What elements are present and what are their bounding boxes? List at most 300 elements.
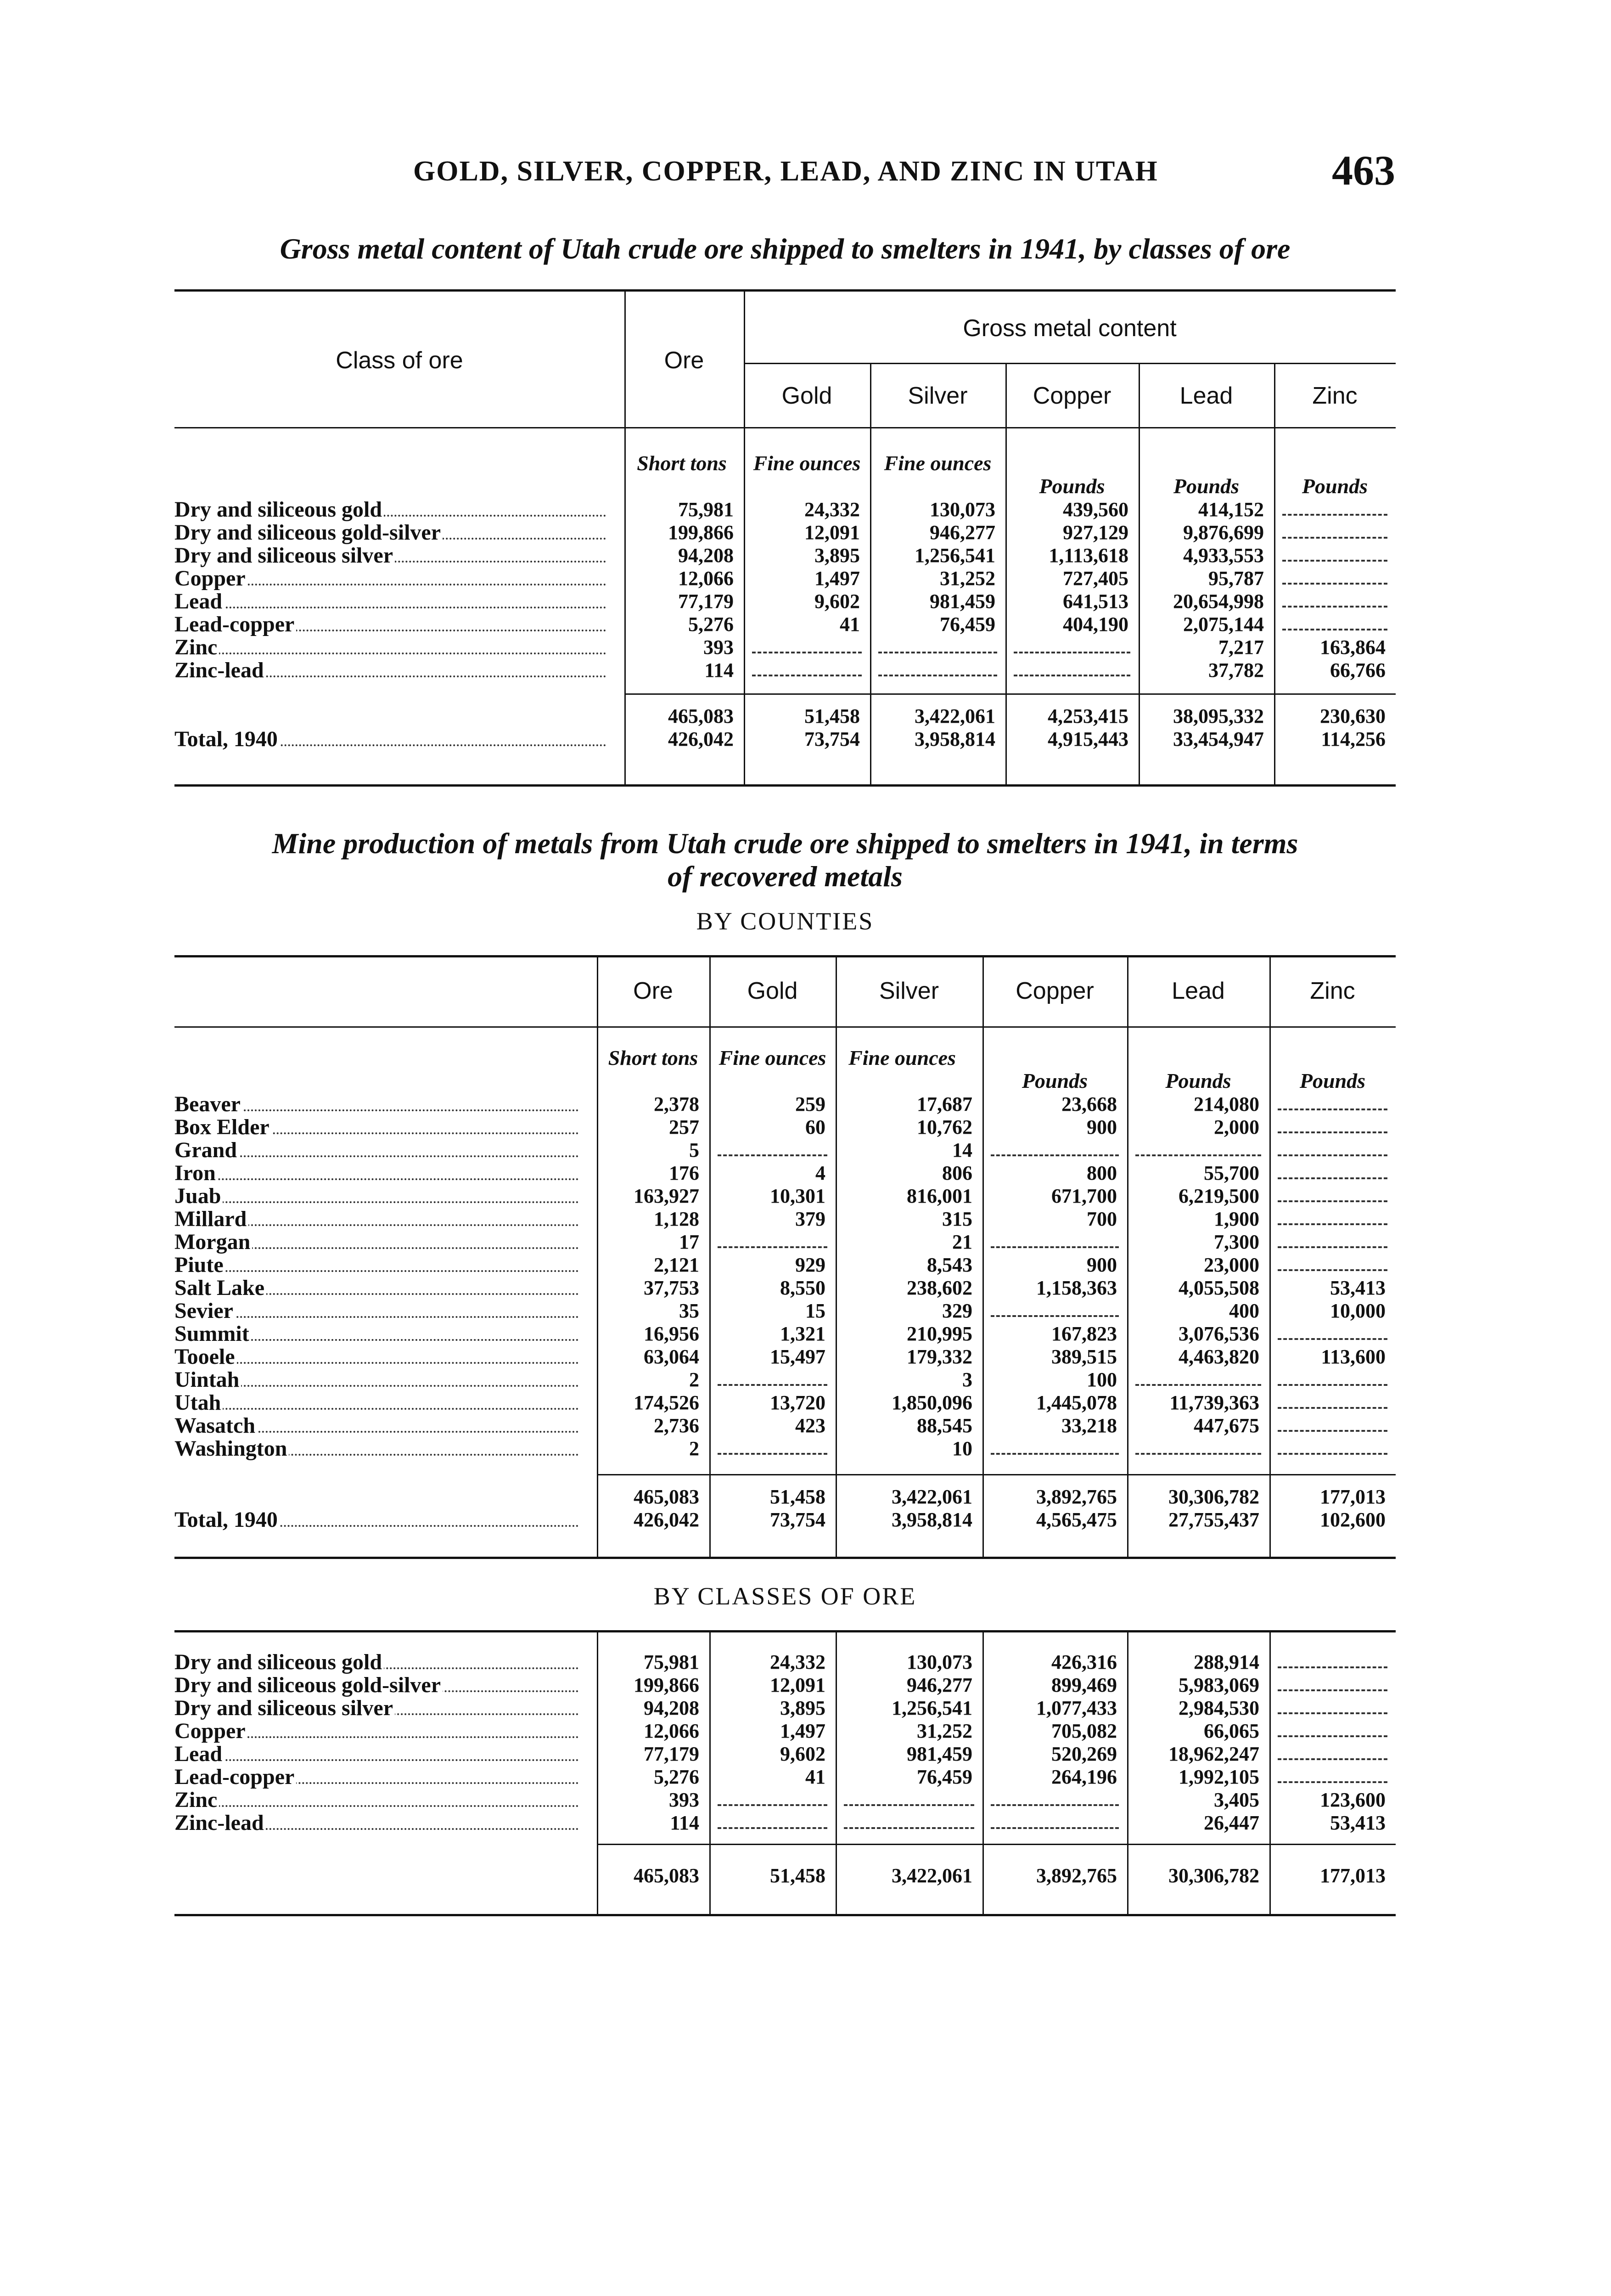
row-label: Copper <box>174 567 247 590</box>
table-cell: 66,766 <box>1330 659 1386 681</box>
empty-cell-dash <box>1014 652 1130 653</box>
table-cell: 3,895 <box>780 1697 825 1719</box>
table-row <box>174 1508 1396 1531</box>
table-cell: 114 <box>704 659 734 681</box>
row-label-cell <box>174 1720 588 1743</box>
row-label-cell <box>174 1185 588 1208</box>
table-cell: 329 <box>942 1300 972 1322</box>
table-cell: 41 <box>805 1766 825 1788</box>
table-cell: 426,316 <box>1051 1651 1117 1673</box>
table-cell: 77,179 <box>644 1743 699 1765</box>
row-label: Zinc-lead <box>174 659 266 682</box>
table-cell: 73,754 <box>770 1508 825 1531</box>
table-cell: 75,981 <box>678 498 734 521</box>
table-cell: 5,983,069 <box>1179 1674 1259 1696</box>
empty-cell-dash <box>1278 1338 1387 1340</box>
row-label-cell <box>174 1322 588 1345</box>
empty-cell-dash <box>878 675 997 676</box>
row-label-cell <box>174 590 615 613</box>
table2-counties-bottom-rule <box>174 1557 1396 1559</box>
table-cell: 37,782 <box>1208 659 1264 681</box>
row-label-cell <box>174 1116 588 1139</box>
table-cell: 12,066 <box>678 567 734 590</box>
empty-cell-dash <box>1278 1689 1387 1691</box>
row-label: Utah <box>174 1391 223 1414</box>
table-cell: 315 <box>942 1208 972 1230</box>
table2-col-zinc: Zinc <box>1310 978 1355 1004</box>
table-cell: 2 <box>689 1437 699 1460</box>
empty-cell-dash <box>752 675 862 676</box>
table-cell: 439,560 <box>1063 498 1128 521</box>
table2-header-rule <box>174 1026 1396 1028</box>
table-cell: 94,208 <box>678 544 734 567</box>
table-cell: 393 <box>669 1789 699 1811</box>
empty-cell-dash <box>1282 537 1387 539</box>
table-cell: 465,083 <box>634 1864 699 1887</box>
table-cell: 114 <box>670 1812 699 1834</box>
table-cell: 5,276 <box>688 613 734 636</box>
empty-cell-dash <box>718 1804 827 1806</box>
empty-cell-dash <box>991 1804 1119 1806</box>
table-cell: 2,736 <box>654 1414 699 1437</box>
table-cell: 946,277 <box>907 1674 972 1696</box>
table-cell: 2,121 <box>654 1254 699 1276</box>
table-cell: 1,992,105 <box>1179 1766 1259 1788</box>
table2-col-copper: Copper <box>1016 978 1094 1004</box>
row-label-cell <box>174 521 615 544</box>
table-cell: 13,720 <box>770 1391 825 1414</box>
table-cell: 816,001 <box>907 1185 972 1207</box>
empty-cell-dash <box>718 1827 827 1829</box>
table-row <box>174 1368 1396 1391</box>
table-row <box>174 590 1396 613</box>
table-cell: 11,739,363 <box>1169 1391 1259 1414</box>
table-cell: 53,413 <box>1330 1277 1386 1299</box>
table-cell: 4,933,553 <box>1183 544 1264 567</box>
table-cell: 10 <box>952 1437 972 1460</box>
table-row <box>174 498 1396 521</box>
empty-cell-dash <box>878 652 997 653</box>
table-row <box>174 1277 1396 1300</box>
row-label: Total, 1940 <box>174 1508 280 1531</box>
table1-bottom-rule <box>174 784 1396 787</box>
table-cell: 465,083 <box>668 705 734 727</box>
table-cell: 2,000 <box>1214 1116 1259 1138</box>
empty-cell-dash <box>1282 629 1387 630</box>
table-cell: 5 <box>689 1139 699 1161</box>
table-cell: 3,958,814 <box>915 728 995 750</box>
row-label-cell <box>174 1766 588 1789</box>
empty-cell-dash <box>718 1384 827 1386</box>
table1-col-ore: Ore <box>664 347 704 374</box>
row-label: Lead-copper <box>174 613 296 636</box>
table-cell: 88,545 <box>917 1414 972 1437</box>
table-row <box>174 1300 1396 1322</box>
table-cell: 102,600 <box>1320 1508 1386 1531</box>
table-cell: 38,095,332 <box>1173 705 1264 727</box>
table-cell: 76,459 <box>917 1766 972 1788</box>
table-row <box>174 659 1396 682</box>
table-cell: 4,253,415 <box>1048 705 1128 727</box>
table-cell: 31,252 <box>940 567 995 590</box>
table-row <box>174 1720 1396 1743</box>
table-cell: 75,981 <box>644 1651 699 1673</box>
table-row <box>174 1391 1396 1414</box>
table2-unit-copper: Pounds <box>1022 1069 1088 1092</box>
table-row <box>174 1254 1396 1277</box>
table-cell: 6,219,500 <box>1179 1185 1259 1207</box>
table-cell: 1,256,541 <box>892 1697 972 1719</box>
table-cell: 1,497 <box>780 1720 825 1742</box>
table-cell: 3,892,765 <box>1036 1486 1117 1508</box>
empty-cell-dash <box>1135 1453 1261 1455</box>
row-label-cell <box>174 1437 588 1460</box>
table-cell: 76,459 <box>940 613 995 636</box>
table-row <box>174 1162 1396 1185</box>
table-cell: 1,113,618 <box>1049 544 1128 567</box>
table-cell: 927,129 <box>1063 521 1128 544</box>
table-cell: 1,850,096 <box>892 1391 972 1414</box>
table-cell: 94,208 <box>644 1697 699 1719</box>
row-label-cell <box>174 1254 588 1277</box>
empty-cell-dash <box>1278 1223 1387 1225</box>
table-cell: 3 <box>962 1368 972 1391</box>
table-cell: 1,077,433 <box>1036 1697 1117 1719</box>
row-label: Lead <box>174 590 224 613</box>
empty-cell-dash <box>1135 1154 1261 1156</box>
table-cell: 4,463,820 <box>1179 1345 1259 1368</box>
empty-cell-dash <box>752 652 862 653</box>
table-cell: 9,602 <box>814 590 860 613</box>
table-cell: 3,076,536 <box>1179 1322 1259 1345</box>
empty-cell-dash <box>718 1453 827 1455</box>
table-cell: 7,300 <box>1214 1231 1259 1253</box>
table-row <box>174 1812 1396 1835</box>
table1-unit-zinc: Pounds <box>1302 474 1368 498</box>
table-cell: 1,445,078 <box>1036 1391 1117 1414</box>
row-label-cell <box>174 1277 588 1300</box>
table-cell: 73,754 <box>804 728 860 750</box>
row-label: Iron <box>174 1162 218 1185</box>
table-row <box>174 1093 1396 1116</box>
row-label-cell <box>174 498 615 521</box>
table-cell: 404,190 <box>1063 613 1128 636</box>
row-label-cell <box>174 659 615 682</box>
table-cell: 24,332 <box>770 1651 825 1673</box>
table3-bottom-rule <box>174 1914 1396 1916</box>
table-cell: 3,422,061 <box>915 705 995 727</box>
table-cell: 1,256,541 <box>915 544 995 567</box>
row-label-cell <box>174 544 615 567</box>
table-cell: 113,600 <box>1321 1345 1386 1368</box>
row-label-cell <box>174 1345 588 1368</box>
table-cell: 16,956 <box>644 1322 699 1345</box>
empty-cell-dash <box>844 1804 974 1806</box>
table-row <box>174 705 1396 728</box>
table-cell: 2,984,530 <box>1179 1697 1259 1719</box>
table1-header-rule <box>174 427 1396 428</box>
table-row <box>174 636 1396 659</box>
empty-cell-dash <box>1278 1269 1387 1271</box>
empty-cell-dash <box>991 1246 1119 1248</box>
table-cell: 23,668 <box>1061 1093 1117 1115</box>
table-cell: 41 <box>840 613 860 636</box>
row-label-cell <box>174 1651 588 1674</box>
table-cell: 10,000 <box>1330 1300 1386 1322</box>
table-cell: 426,042 <box>668 728 734 750</box>
empty-cell-dash <box>1278 1131 1387 1133</box>
table2-unit-gold: Fine ounces <box>718 1046 826 1069</box>
table-cell: 900 <box>1087 1254 1117 1276</box>
table-row <box>174 1486 1396 1508</box>
table-row <box>174 1139 1396 1162</box>
row-label: Beaver <box>174 1093 242 1116</box>
table1-caption: Gross metal content of Utah crude ore shipped to smelters in 1941, by classes of ore <box>280 232 1291 265</box>
table-cell: 393 <box>703 636 734 658</box>
running-title: GOLD, SILVER, COPPER, LEAD, AND ZINC IN UTAH <box>413 156 1158 187</box>
table-cell: 63,064 <box>644 1345 699 1368</box>
empty-cell-dash <box>1278 1758 1387 1760</box>
table-cell: 210,995 <box>907 1322 972 1345</box>
empty-cell-dash <box>1278 1200 1387 1202</box>
table1-unit-silver: Fine ounces <box>884 451 992 475</box>
table-row <box>174 1322 1396 1345</box>
empty-cell-dash <box>1135 1384 1261 1386</box>
row-label-cell <box>174 1300 588 1322</box>
table-cell: 806 <box>942 1162 972 1184</box>
table-cell: 641,513 <box>1063 590 1128 613</box>
table1-top-rule <box>174 289 1396 292</box>
table-cell: 671,700 <box>1051 1185 1117 1207</box>
table2-unit-silver: Fine ounces <box>848 1046 956 1069</box>
table-cell: 1,900 <box>1214 1208 1259 1230</box>
table-cell: 899,469 <box>1051 1674 1117 1696</box>
row-label: Uintah <box>174 1368 241 1391</box>
table-cell: 4,055,508 <box>1179 1277 1259 1299</box>
empty-cell-dash <box>1278 1735 1387 1737</box>
table-cell: 51,458 <box>770 1486 825 1508</box>
empty-cell-dash <box>1278 1453 1387 1455</box>
row-label: Zinc <box>174 1789 219 1812</box>
row-label-cell <box>174 1231 588 1254</box>
table-cell: 31,252 <box>917 1720 972 1742</box>
table-cell: 177,013 <box>1320 1486 1386 1508</box>
table-cell: 423 <box>795 1414 825 1437</box>
table-cell: 51,458 <box>804 705 860 727</box>
table-cell: 705,082 <box>1051 1720 1117 1742</box>
row-label-cell <box>174 1812 588 1835</box>
empty-cell-dash <box>1278 1246 1387 1248</box>
table-cell: 100 <box>1087 1368 1117 1391</box>
table-cell: 130,073 <box>907 1651 972 1673</box>
table2-col-ore: Ore <box>633 978 673 1004</box>
row-label: Washington <box>174 1437 289 1460</box>
empty-cell-dash <box>1278 1712 1387 1714</box>
table1-col-lead: Lead <box>1179 383 1233 409</box>
row-label: Lead <box>174 1743 224 1766</box>
table2-unit-lead: Pounds <box>1165 1069 1231 1092</box>
row-label: Total, 1940 <box>174 728 280 751</box>
empty-cell-dash <box>991 1154 1119 1156</box>
table-cell: 177,013 <box>1320 1864 1386 1887</box>
table-cell: 400 <box>1229 1300 1259 1322</box>
table1-group-rule <box>744 363 1396 364</box>
table-cell: 51,458 <box>770 1864 825 1887</box>
table2-by-counties <box>174 955 1396 1566</box>
empty-cell-dash <box>1282 560 1387 562</box>
table2-col-gold: Gold <box>747 978 798 1004</box>
table-cell: 9,602 <box>780 1743 825 1765</box>
empty-cell-dash <box>718 1246 827 1248</box>
table-cell: 35 <box>679 1300 699 1322</box>
table-row <box>174 1697 1396 1720</box>
row-label-cell <box>174 1674 588 1697</box>
table-cell: 5,276 <box>654 1766 699 1788</box>
table-cell: 15 <box>805 1300 825 1322</box>
table-cell: 4,565,475 <box>1036 1508 1117 1531</box>
table-cell: 17,687 <box>917 1093 972 1115</box>
table-cell: 727,405 <box>1063 567 1128 590</box>
row-label-cell <box>174 1508 588 1531</box>
empty-cell-dash <box>991 1453 1119 1455</box>
table-cell: 55,700 <box>1204 1162 1259 1184</box>
table-cell: 130,073 <box>930 498 995 521</box>
table-cell: 389,515 <box>1051 1345 1117 1368</box>
row-label: Piute <box>174 1254 225 1277</box>
table-cell: 26,447 <box>1204 1812 1259 1834</box>
table1-unit-lead: Pounds <box>1173 474 1240 498</box>
row-label-cell <box>174 1414 588 1437</box>
table-cell: 981,459 <box>907 1743 972 1765</box>
empty-cell-dash <box>1014 675 1130 676</box>
row-label-cell <box>174 1139 588 1162</box>
table2-top-rule <box>174 955 1396 957</box>
table-cell: 77,179 <box>678 590 734 613</box>
table-cell: 946,277 <box>930 521 995 544</box>
table-row <box>174 1864 1396 1887</box>
table1-unit-copper: Pounds <box>1039 474 1105 498</box>
table-cell: 23,000 <box>1204 1254 1259 1276</box>
table-cell: 53,413 <box>1330 1812 1386 1834</box>
empty-cell-dash <box>1282 514 1387 516</box>
table-cell: 3,422,061 <box>892 1486 972 1508</box>
table-row <box>174 1116 1396 1139</box>
table3-top-rule <box>174 1630 1396 1632</box>
row-label-cell <box>174 1368 588 1391</box>
table1-total-rule <box>624 693 1396 695</box>
table-cell: 10,301 <box>770 1185 825 1207</box>
table-cell: 174,526 <box>634 1391 699 1414</box>
table-cell: 33,454,947 <box>1173 728 1264 750</box>
table-cell: 900 <box>1087 1116 1117 1138</box>
table-cell: 3,958,814 <box>892 1508 972 1531</box>
table1-col-class: Class of ore <box>336 347 463 374</box>
table-row <box>174 1674 1396 1697</box>
table-row <box>174 544 1396 567</box>
table-cell: 465,083 <box>634 1486 699 1508</box>
table-cell: 15,497 <box>770 1345 825 1368</box>
table-cell: 1,497 <box>814 567 860 590</box>
empty-cell-dash <box>1278 1109 1387 1110</box>
table-row <box>174 1437 1396 1460</box>
table1-gross-metal-content <box>174 289 1396 785</box>
table-cell: 37,753 <box>644 1277 699 1299</box>
table-cell: 929 <box>795 1254 825 1276</box>
table-cell: 230,630 <box>1320 705 1386 727</box>
table-cell: 21 <box>952 1231 972 1253</box>
table1-col-copper: Copper <box>1033 383 1111 409</box>
row-label-cell <box>174 1391 588 1414</box>
table-row <box>174 521 1396 544</box>
row-label-cell <box>174 636 615 659</box>
empty-cell-dash <box>1278 1177 1387 1179</box>
table2-caption-line1: Mine production of metals from Utah crude ore shipped to smelters in 1941, in terms <box>272 827 1298 860</box>
row-label: Dry and siliceous silver <box>174 1697 395 1720</box>
row-label-cell <box>174 1208 588 1231</box>
table-cell: 167,823 <box>1051 1322 1117 1345</box>
table1-unit-gold: Fine ounces <box>753 451 861 475</box>
row-label-cell <box>174 1093 588 1116</box>
table-cell: 414,152 <box>1198 498 1264 521</box>
table1-group-header: Gross metal content <box>963 315 1177 342</box>
table-cell: 426,042 <box>634 1508 699 1531</box>
table-cell: 700 <box>1087 1208 1117 1230</box>
table2-subhead-classes: BY CLASSES OF ORE <box>653 1582 917 1610</box>
table2-unit-ore: Short tons <box>608 1046 698 1069</box>
table2-unit-zinc: Pounds <box>1299 1069 1366 1092</box>
table-cell: 12,091 <box>804 521 860 544</box>
row-label: Dry and siliceous gold-silver <box>174 521 443 544</box>
empty-cell-dash <box>1282 583 1387 585</box>
table-cell: 14 <box>952 1139 972 1161</box>
table-cell: 214,080 <box>1194 1093 1259 1115</box>
row-label: Sevier <box>174 1300 235 1322</box>
table-cell: 9,876,699 <box>1183 521 1264 544</box>
table-cell: 12,066 <box>644 1720 699 1742</box>
row-label-cell <box>174 728 615 751</box>
table-cell: 163,927 <box>634 1185 699 1207</box>
table-cell: 2 <box>689 1368 699 1391</box>
table-cell: 2,075,144 <box>1183 613 1264 636</box>
table-cell: 3,895 <box>814 544 860 567</box>
table-row <box>174 1743 1396 1766</box>
table-row <box>174 613 1396 636</box>
table-cell: 8,550 <box>780 1277 825 1299</box>
table2-subhead-counties: BY COUNTIES <box>696 907 874 935</box>
row-label: Juab <box>174 1185 223 1208</box>
page-number: 463 <box>1332 147 1395 194</box>
table-cell: 259 <box>795 1093 825 1115</box>
table2-by-classes <box>174 1630 1396 1915</box>
row-label: Wasatch <box>174 1414 257 1437</box>
table-row <box>174 1231 1396 1254</box>
row-label: Summit <box>174 1322 251 1345</box>
table-cell: 179,332 <box>907 1345 972 1368</box>
row-label: Tooele <box>174 1345 237 1368</box>
table-cell: 10,762 <box>917 1116 972 1138</box>
row-label-cell <box>174 567 615 590</box>
row-label: Grand <box>174 1139 239 1162</box>
row-label: Millard <box>174 1208 248 1231</box>
row-label-cell <box>174 1162 588 1185</box>
table-cell: 176 <box>669 1162 699 1184</box>
table-cell: 199,866 <box>634 1674 699 1696</box>
table-cell: 30,306,782 <box>1168 1486 1259 1508</box>
empty-cell-dash <box>991 1315 1119 1317</box>
table-cell: 163,864 <box>1320 636 1386 658</box>
table1-col-silver: Silver <box>908 383 968 409</box>
table-row <box>174 1766 1396 1789</box>
